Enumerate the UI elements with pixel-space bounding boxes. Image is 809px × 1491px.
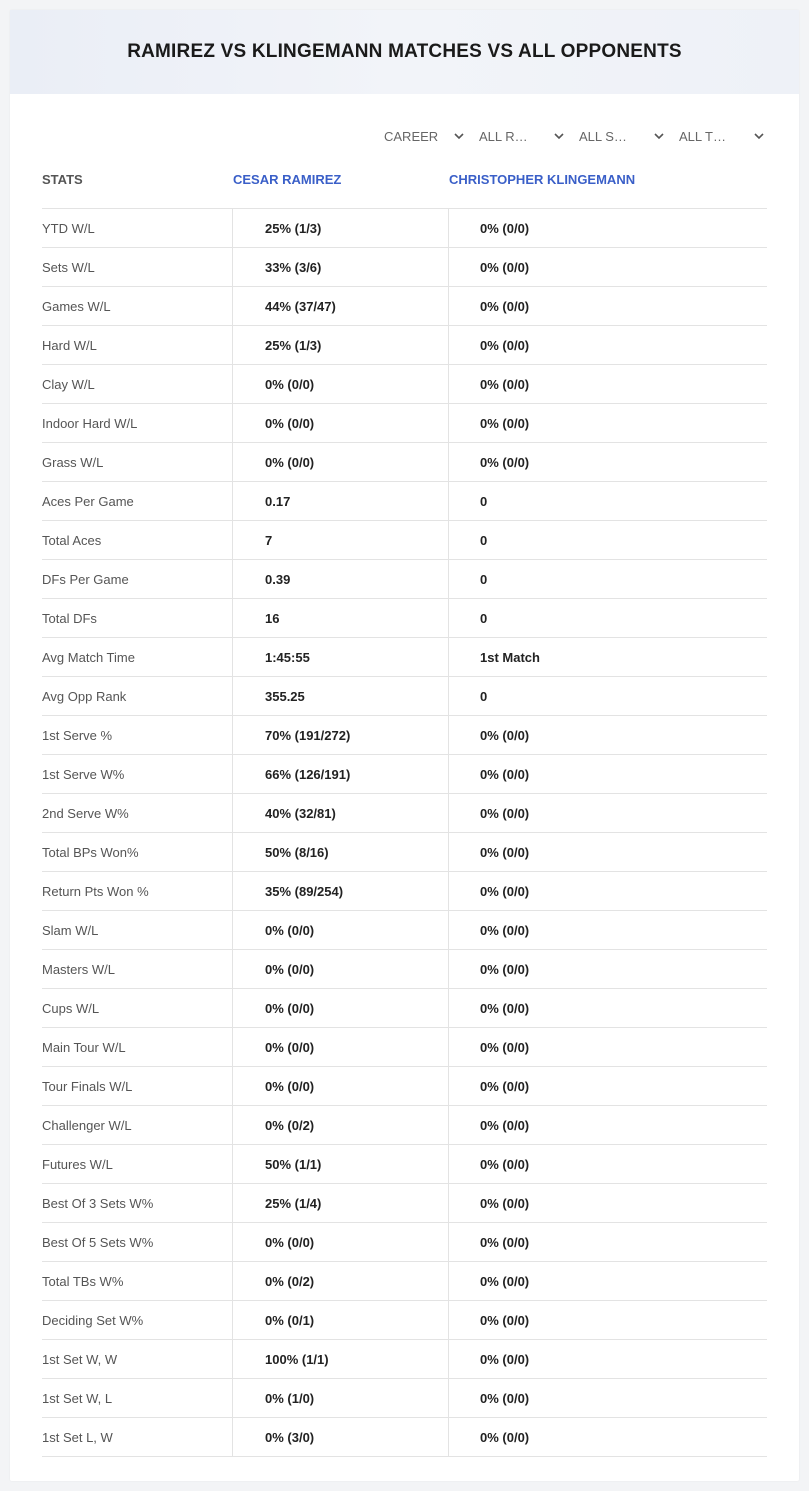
player1-stat-value: 0% (0/2) — [232, 1106, 448, 1144]
stat-label: Slam W/L — [42, 922, 99, 938]
player2-stat-value: 0% (0/0) — [448, 287, 767, 325]
player1-stat-value: 33% (3/6) — [232, 248, 448, 286]
player2-stat-value: 0 — [448, 677, 767, 715]
table-row — [42, 677, 767, 716]
player1-stat-value: 0% (0/0) — [232, 950, 448, 988]
stat-label: Avg Opp Rank — [42, 688, 127, 704]
player2-stat-value: 0% (0/0) — [448, 1028, 767, 1066]
player2-stat-value: 0% (0/0) — [448, 833, 767, 871]
table-row — [42, 1418, 767, 1457]
table-row — [42, 755, 767, 794]
player1-stat-value: 25% (1/3) — [232, 326, 448, 364]
stat-label: Deciding Set W% — [42, 1312, 144, 1328]
player2-stat-value: 0 — [448, 599, 767, 637]
stat-label: Sets W/L — [42, 259, 95, 275]
player2-stat-value: 0% (0/0) — [448, 248, 767, 286]
stat-label: 1st Set L, W — [42, 1429, 113, 1445]
player1-stat-value: 0% (0/2) — [232, 1262, 448, 1300]
table-row — [42, 521, 767, 560]
player2-stat-value: 1st Match — [448, 638, 767, 676]
stat-label: Total TBs W% — [42, 1273, 124, 1289]
player1-stat-value: 25% (1/4) — [232, 1184, 448, 1222]
stat-label: Indoor Hard W/L — [42, 415, 138, 431]
table-row — [42, 443, 767, 482]
stat-label: Best Of 5 Sets W% — [42, 1234, 154, 1250]
player2-stat-value: 0% (0/0) — [448, 209, 767, 247]
filter-surface-select[interactable] — [579, 124, 665, 148]
table-row — [42, 248, 767, 287]
player2-stat-value: 0 — [448, 560, 767, 598]
player2-stat-value: 0% (0/0) — [448, 1106, 767, 1144]
stat-label: Grass W/L — [42, 454, 104, 470]
player1-stat-value: 0% (0/0) — [232, 911, 448, 949]
player2-stat-value: 0% (0/0) — [448, 326, 767, 364]
table-row — [42, 989, 767, 1028]
table-row — [42, 599, 767, 638]
table-row — [42, 1067, 767, 1106]
player2-stat-value: 0% (0/0) — [448, 950, 767, 988]
stat-label: Challenger W/L — [42, 1117, 132, 1133]
player1-stat-value: 0% (3/0) — [232, 1418, 448, 1456]
table-row — [42, 365, 767, 404]
table-row — [42, 1145, 767, 1184]
player2-stat-value: 0% (0/0) — [448, 989, 767, 1027]
stat-label: 1st Set W, L — [42, 1390, 113, 1406]
player1-stat-value: 0% (0/0) — [232, 1028, 448, 1066]
table-row — [42, 287, 767, 326]
stat-label: Tour Finals W/L — [42, 1078, 133, 1094]
player2-stat-value: 0% (0/0) — [448, 755, 767, 793]
player2-stat-value: 0% (0/0) — [448, 872, 767, 910]
player1-stat-value: 0% (0/0) — [232, 1067, 448, 1105]
player2-stat-value: 0% (0/0) — [448, 794, 767, 832]
table-row — [42, 1262, 767, 1301]
player1-stat-value: 50% (8/16) — [232, 833, 448, 871]
table-row — [42, 794, 767, 833]
player2-stat-value: 0% (0/0) — [448, 1418, 767, 1456]
stat-label: 1st Set W, W — [42, 1351, 118, 1367]
player1-stat-value: 50% (1/1) — [232, 1145, 448, 1183]
stat-label: Total Aces — [42, 532, 102, 548]
stat-label: Clay W/L — [42, 376, 95, 392]
stat-label: Masters W/L — [42, 961, 115, 977]
player2-stat-value: 0% (0/0) — [448, 443, 767, 481]
player2-stat-value: 0% (0/0) — [448, 1067, 767, 1105]
table-row — [42, 1301, 767, 1340]
stat-label: Cups W/L — [42, 1000, 100, 1016]
player1-stat-value: 0.17 — [232, 482, 448, 520]
stat-label: YTD W/L — [42, 220, 95, 236]
stats-card — [10, 10, 799, 1481]
player2-stat-value: 0% (0/0) — [448, 404, 767, 442]
player2-stat-value: 0 — [448, 482, 767, 520]
player1-stat-value: 355.25 — [232, 677, 448, 715]
player2-stat-value: 0 — [448, 521, 767, 559]
player1-stat-value: 0% (0/0) — [232, 1223, 448, 1261]
player1-stat-value: 100% (1/1) — [232, 1340, 448, 1378]
chevron-down-icon — [753, 130, 765, 142]
player1-stat-value: 35% (89/254) — [232, 872, 448, 910]
player1-stat-value: 0% (1/0) — [232, 1379, 448, 1417]
player1-stat-value: 0% (0/0) — [232, 404, 448, 442]
player2-stat-value: 0% (0/0) — [448, 911, 767, 949]
stat-label: Aces Per Game — [42, 493, 134, 509]
table-row — [42, 716, 767, 755]
filter-tournament-select[interactable] — [679, 124, 765, 148]
player1-stat-value: 66% (126/191) — [232, 755, 448, 793]
stat-label: Hard W/L — [42, 337, 97, 353]
player1-stat-value: 70% (191/272) — [232, 716, 448, 754]
stat-label: DFs Per Game — [42, 571, 129, 587]
card-header — [10, 10, 799, 94]
filter-round-select[interactable] — [479, 124, 565, 148]
table-row — [42, 872, 767, 911]
stat-label: 1st Serve W% — [42, 766, 125, 782]
chevron-down-icon — [653, 130, 665, 142]
stat-label: Total DFs — [42, 610, 97, 626]
stat-label: Futures W/L — [42, 1156, 113, 1172]
stat-label: Total BPs Won% — [42, 844, 139, 860]
table-row — [42, 482, 767, 521]
chevron-down-icon — [553, 130, 565, 142]
column-header-player2[interactable]: CHRISTOPHER KLINGEMANN — [449, 172, 636, 187]
player2-stat-value: 0% (0/0) — [448, 716, 767, 754]
table-row — [42, 209, 767, 248]
player2-stat-value: 0% (0/0) — [448, 1340, 767, 1378]
column-header-stats: STATS — [42, 172, 83, 187]
table-row — [42, 638, 767, 677]
player1-stat-value: 1:45:55 — [232, 638, 448, 676]
table-row — [42, 560, 767, 599]
table-row — [42, 404, 767, 443]
chevron-down-icon — [453, 130, 465, 142]
player1-stat-value: 0% (0/0) — [232, 989, 448, 1027]
player2-stat-value: 0% (0/0) — [448, 365, 767, 403]
stats-table — [42, 208, 767, 1457]
filter-round-label: ALL R… — [479, 128, 528, 144]
filter-period-label: CAREER — [384, 128, 439, 144]
player2-stat-value: 0% (0/0) — [448, 1223, 767, 1261]
table-row — [42, 833, 767, 872]
stat-label: 1st Serve % — [42, 727, 113, 743]
table-row — [42, 1028, 767, 1067]
table-row — [42, 1184, 767, 1223]
stat-label: Return Pts Won % — [42, 883, 149, 899]
player1-stat-value: 0% (0/1) — [232, 1301, 448, 1339]
player1-stat-value: 25% (1/3) — [232, 209, 448, 247]
stat-label: Games W/L — [42, 298, 111, 314]
stat-label: Main Tour W/L — [42, 1039, 126, 1055]
player2-stat-value: 0% (0/0) — [448, 1262, 767, 1300]
player2-stat-value: 0% (0/0) — [448, 1301, 767, 1339]
player1-stat-value: 40% (32/81) — [232, 794, 448, 832]
column-header-player1[interactable]: CESAR RAMIREZ — [233, 172, 342, 187]
filter-period-select[interactable] — [384, 124, 465, 148]
page-title: RAMIREZ VS KLINGEMANN MATCHES VS ALL OPPONENTS — [127, 41, 682, 62]
player2-stat-value: 0% (0/0) — [448, 1379, 767, 1417]
player1-stat-value: 0.39 — [232, 560, 448, 598]
table-row — [42, 1340, 767, 1379]
stat-label: 2nd Serve W% — [42, 805, 129, 821]
player1-stat-value: 0% (0/0) — [232, 443, 448, 481]
player2-stat-value: 0% (0/0) — [448, 1184, 767, 1222]
table-row — [42, 1223, 767, 1262]
table-row — [42, 911, 767, 950]
player1-stat-value: 44% (37/47) — [232, 287, 448, 325]
stat-label: Best Of 3 Sets W% — [42, 1195, 154, 1211]
table-row — [42, 1106, 767, 1145]
table-row — [42, 950, 767, 989]
filter-tournament-label: ALL T… — [679, 128, 726, 144]
player1-stat-value: 7 — [232, 521, 448, 559]
table-row — [42, 326, 767, 365]
player1-stat-value: 16 — [232, 599, 448, 637]
filter-surface-label: ALL S… — [579, 128, 627, 144]
player2-stat-value: 0% (0/0) — [448, 1145, 767, 1183]
table-row — [42, 1379, 767, 1418]
stat-label: Avg Match Time — [42, 649, 135, 665]
player1-stat-value: 0% (0/0) — [232, 365, 448, 403]
filter-bar — [10, 124, 799, 148]
